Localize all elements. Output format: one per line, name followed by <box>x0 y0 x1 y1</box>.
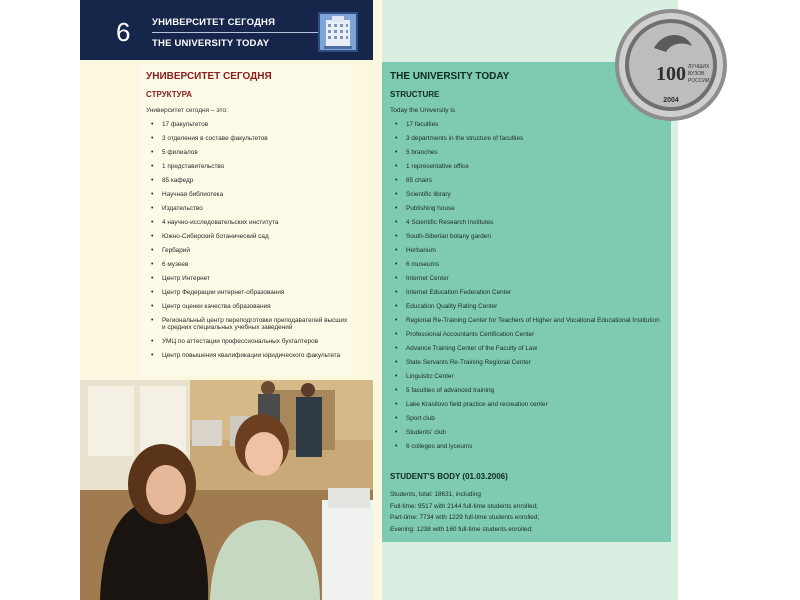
medal-caption-2: ВУЗОВ <box>688 71 705 77</box>
medal-number: 100 <box>656 63 686 85</box>
list-item: • Publishing house <box>394 205 662 212</box>
header-title-en: THE UNIVERSITY TODAY <box>152 38 270 49</box>
list-item: • Sport club <box>394 415 662 422</box>
list-item: • 1 представительство <box>150 163 350 170</box>
list-item: • Региональный центр переподготовки преподавателей высших и средних специальных учебных заведений <box>150 317 350 332</box>
list-item: • 4 Scientific Research Institutes <box>394 219 662 226</box>
student-body-line: Evening: 1238 with 160 full-time students enrolled; <box>390 525 533 533</box>
list-item: • 4 научно-исследовательских института <box>150 219 350 226</box>
list-item: • 5 branches <box>394 149 662 156</box>
list-item: • Regional Re-Training Center for Teachers of Higher and Vocational Educational Institution <box>394 317 662 324</box>
en-intro-text: Today the University is <box>390 107 456 114</box>
list-item: • 3 отделения в составе факультетов <box>150 135 350 142</box>
list-item: • Центр Федерации интернет-образования <box>150 289 350 296</box>
header-title-ru: УНИВЕРСИТЕТ СЕГОДНЯ <box>152 17 276 28</box>
list-item: • Scientific library <box>394 191 662 198</box>
list-item: • South-Siberian botany garden <box>394 233 662 240</box>
list-item: • 1 representative office <box>394 163 662 170</box>
list-item: • Internet Center <box>394 275 662 282</box>
medal-year: 2004 <box>663 97 679 104</box>
student-body-title: STUDENT'S BODY (01.03.2006) <box>390 472 508 481</box>
list-item: • 6 museums <box>394 261 662 268</box>
student-body-stats <box>390 489 666 535</box>
list-item: • Издательство <box>150 205 350 212</box>
list-item: • Education Quality Rating Center <box>394 303 662 310</box>
ru-subsection-title: СТРУКТУРА <box>146 90 193 99</box>
medal-caption-1: ЛУЧШИХ <box>688 64 710 70</box>
en-section-title: THE UNIVERSITY TODAY <box>390 71 510 82</box>
list-item: • Advance Training Center of the Faculty of Law <box>394 345 662 352</box>
list-item: • Центр оценки качества образования <box>150 303 350 310</box>
student-body-line: Part-time: 7734 with 1229 full-time students enrolled; <box>390 514 540 521</box>
list-item: • Центр повышения квалификации юридического факультета <box>150 352 350 359</box>
list-item: • 3 departments in the structure of faculties <box>394 135 662 142</box>
header-divider <box>152 32 322 33</box>
list-item: • Professional Accountants Certification Center <box>394 331 662 338</box>
page-number: 6 <box>116 17 131 47</box>
list-item: • УМЦ по аттестации профессиональных бухгалтеров <box>150 338 350 345</box>
list-item: • 17 faculties <box>394 121 662 128</box>
list-item: • 5 faculties of advanced training <box>394 387 662 394</box>
medal-caption-3: РОССИИ <box>688 78 710 84</box>
students-at-computers-photo <box>80 380 373 600</box>
en-structure-list <box>394 121 662 450</box>
list-item: • 6 colleges and lyceums <box>394 443 662 450</box>
university-building-icon <box>318 12 358 52</box>
list-item: • 5 филиалов <box>150 149 350 156</box>
list-item: • Linguistic Center <box>394 373 662 380</box>
student-body-line: Students, total: 18631, including <box>390 491 481 498</box>
ru-section-title: УНИВЕРСИТЕТ СЕГОДНЯ <box>146 71 272 82</box>
en-subsection-title: STRUCTURE <box>390 90 440 99</box>
student-body-line: Full-time: 9517 with 2144 full-time students enrolled; <box>390 502 538 510</box>
list-item: • Научная библиотека <box>150 191 350 198</box>
list-item: • 85 кафедр <box>150 177 350 184</box>
list-item: • 6 музеев <box>150 261 350 268</box>
list-item: • Гербарий <box>150 247 350 254</box>
list-item: • Центр Интернет <box>150 275 350 282</box>
list-item: • 17 факультетов <box>150 121 350 128</box>
list-item: • Students' club <box>394 429 662 436</box>
ru-structure-list <box>150 121 350 360</box>
top-100-universities-medal <box>614 8 728 122</box>
list-item: • Lake Krasilovo field practice and recreation center <box>394 401 662 408</box>
list-item: • State Servants Re-Training Regional Center <box>394 359 662 366</box>
list-item: • 85 chairs <box>394 177 662 184</box>
ru-intro-text: Университет сегодня – это: <box>146 107 228 114</box>
list-item: • Herbarium <box>394 247 662 254</box>
list-item: • Internet Education Federation Center <box>394 289 662 296</box>
list-item: • Южно-Сибирский ботанический сад <box>150 233 350 240</box>
